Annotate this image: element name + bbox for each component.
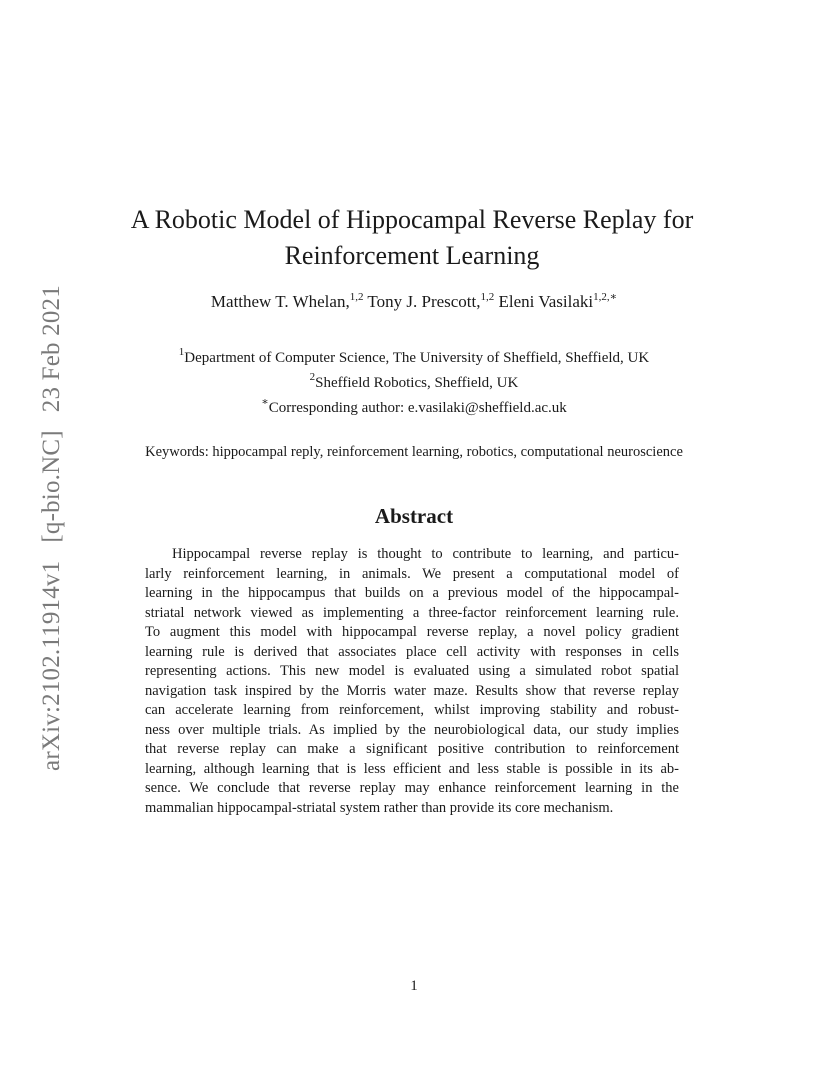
abstract-line: larly reinforcement learning, in animals. We present a computational model of [145,565,679,582]
affiliations [100,346,728,421]
arxiv-category: [q-bio.NC] [38,430,65,543]
author-list [100,292,728,312]
affiliation-line [100,346,728,371]
affiliation-mark: 2 [309,371,316,383]
author-name: Matthew T. Whelan, [210,292,350,311]
abstract-body [145,545,679,818]
title-line: A Robotic Model of Hippocampal Reverse Replay for [130,205,694,234]
paper-title [90,202,734,274]
affiliation-text: Department of Computer Science, The University of Sheffield, Sheffield, UK [184,350,650,366]
abstract-line: sence. We conclude that reverse replay may enhance reinforcement learning in the [145,780,679,796]
affiliation-line [100,396,728,421]
abstract-line: learning, although learning that is less efficient and less stable is possible in its ab- [145,760,679,777]
abstract-line: learning in the hippocampus that builds on a previous model of the hippocampal- [145,585,679,601]
abstract-line: ness over multiple trials. As implied by the neurobiological data, our study implies [145,721,679,738]
abstract-line: that reverse replay can make a significant positive contribution to reinforcement [145,741,679,757]
corresponding-author: Corresponding author: e.vasilaki@sheffield.ac.uk [268,400,567,416]
abstract-line: striatal network viewed as implementing a three-factor reinforcement learning rule. [145,604,679,621]
author-affiliation-mark: 1,2,∗ [593,291,618,303]
affiliation-mark: 1 [178,346,185,358]
arxiv-id[interactable]: arXiv:2102.11914v1 [38,560,65,771]
title-line: Reinforcement Learning [284,241,540,270]
abstract-heading: Abstract [374,504,454,528]
affiliation-line [100,371,728,396]
abstract-line: To augment this model with hippocampal reverse replay, a novel policy gradient [145,624,679,640]
author-affiliation-mark: 1,2 [349,291,364,303]
abstract-line: representing actions. This new model is evaluated using a simulated robot spatial [145,663,679,679]
abstract-line: navigation task inspired by the Morris water maze. Results show that reverse replay [145,682,679,699]
abstract-line: learning rule is derived that associates place cell activity with responses in cells [145,643,679,660]
abstract-line: can accelerate learning from reinforcement, whilst improving stability and robust- [145,702,679,718]
keywords: Keywords: hippocampal reply, reinforcement learning, robotics, computational neuroscience [145,444,683,460]
author-name: Eleni Vasilaki [498,292,594,311]
arxiv-date: 23 Feb 2021 [38,285,65,413]
author-name: Tony J. Prescott, [367,292,481,311]
page-number: 1 [410,978,418,994]
affiliation-mark: ∗ [261,396,269,408]
author-affiliation-mark: 1,2 [480,291,495,303]
abstract-line: Hippocampal reverse replay is thought to contribute to learning, and particu- [172,546,679,562]
affiliation-text: Sheffield Robotics, Sheffield, UK [315,375,519,391]
abstract-line: mammalian hippocampal-striatal system rather than provide its core mechanism. [145,799,614,816]
arxiv-stamp [38,285,66,771]
